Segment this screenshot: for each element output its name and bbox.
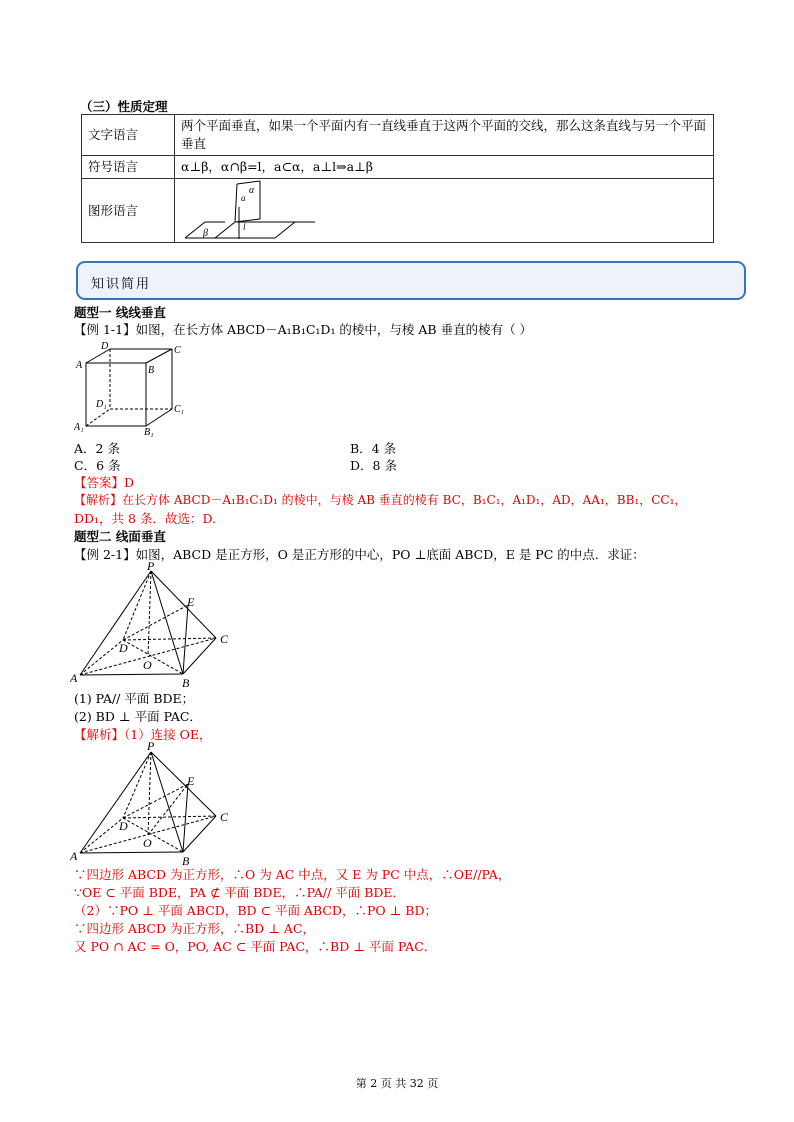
question-2: (2) BD ⊥ 平面 PAC． (74, 709, 202, 724)
label-C: C (220, 632, 229, 646)
label-P: P (147, 560, 155, 573)
cuboid-figure (74, 341, 194, 437)
perpendicular-planes-figure (175, 179, 395, 241)
label-A1: A₁ (74, 422, 84, 433)
label-D: D (101, 341, 109, 352)
a-label: a (241, 193, 246, 203)
option-a: A．2 条 (74, 441, 120, 456)
page-footer: 第 2 页 共 32 页 (355, 1077, 439, 1090)
label-A: A (76, 360, 83, 371)
label-C: C (220, 810, 229, 824)
label-B: B (148, 365, 155, 376)
proof-line-1: ∵四边形 ABCD 为正方形，∴O 为 AC 中点，又 E 为 PC 中点，∴OE//PA， (74, 867, 511, 882)
label-D: D (119, 641, 128, 655)
analysis-2-1-intro: 【解析】（1）连接 OE， (74, 727, 212, 742)
label-B: B (182, 854, 190, 868)
row-label: 符号语言 (82, 156, 175, 179)
banner-title: 知识简用 (91, 277, 152, 292)
option-c: C．6 条 (74, 458, 121, 473)
row-label: 图形语言 (82, 179, 175, 243)
option-b: B．4 条 (350, 441, 397, 456)
section-title: （三）性质定理 (80, 99, 168, 114)
label-A: A (70, 849, 78, 863)
proof-line-3: （2）∵PO ⊥ 平面 ABCD，BD ⊂ 平面 ABCD，∴PO ⊥ BD； (74, 903, 438, 918)
row-content: 两个平面垂直，如果一个平面内有一直线垂直于这两个平面的交线，那么这条直线与另一个平面垂直 (175, 115, 714, 156)
proof-line-5: 又 PO ∩ AC = O，PO, AC ⊂ 平面 PAC，∴BD ⊥ 平面 PAC． (74, 939, 437, 954)
example-1-1: 【例 1-1】如图，在长方体 ABCD－A₁B₁C₁D₁ 的棱中，与棱 AB 垂直的棱有（ ） (74, 322, 533, 337)
option-d: D．8 条 (350, 458, 397, 473)
answer-1-1: 【答案】D (74, 475, 135, 490)
knowledge-banner (76, 261, 746, 300)
label-P: P (147, 740, 155, 753)
label-E: E (187, 595, 195, 609)
row-content: α⊥β，α∩β=l，a⊂α，a⊥l⇒a⊥β (175, 156, 714, 179)
label-D: D (119, 819, 128, 833)
label-D1: D₁ (96, 399, 107, 410)
type2-heading: 题型二 线面垂直 (74, 529, 166, 544)
label-C1: C₁ (174, 404, 185, 415)
label-B: B (182, 676, 190, 690)
example-2-1: 【例 2-1】如图，ABCD 是正方形，O 是正方形的中心，PO ⊥底面 ABCD，E 是 PC 的中点．求证： (74, 547, 645, 562)
label-O: O (143, 836, 152, 850)
label-O: O (143, 658, 152, 672)
type1-heading: 题型一 线线垂直 (74, 305, 166, 320)
pyramid-figure-2 (70, 740, 240, 868)
label-C: C (174, 345, 181, 356)
proof-line-4: ∵四边形 ABCD 为正方形，∴BD ⊥ AC， (74, 921, 315, 936)
analysis-1-1-line1: 【解析】在长方体 ABCD－A₁B₁C₁D₁ 的棱中，与棱 AB 垂直的棱有 BC，B₁C₁，A₁D₁，AD，AA₁，BB₁，CC₁， (74, 493, 687, 507)
table-row (82, 179, 714, 243)
row-label: 文字语言 (82, 115, 175, 156)
table-row (82, 115, 714, 156)
proof-line-2: ∵OE ⊂ 平面 BDE，PA ⊄ 平面 BDE，∴PA// 平面 BDE． (74, 885, 406, 900)
label-E: E (187, 774, 195, 788)
l-label: l (243, 222, 246, 232)
label-B1: B₁ (144, 427, 154, 437)
figure-cell (175, 179, 714, 243)
table-row (82, 156, 714, 179)
property-table (81, 114, 714, 243)
analysis-1-1-line2: DD₁，共 8 条．故选：D. (74, 511, 217, 526)
question-1: (1) PA// 平面 BDE； (74, 691, 195, 706)
pyramid-figure-1 (70, 560, 240, 690)
label-A: A (70, 671, 78, 685)
alpha-label: α (249, 185, 255, 196)
beta-label: β (203, 228, 208, 239)
